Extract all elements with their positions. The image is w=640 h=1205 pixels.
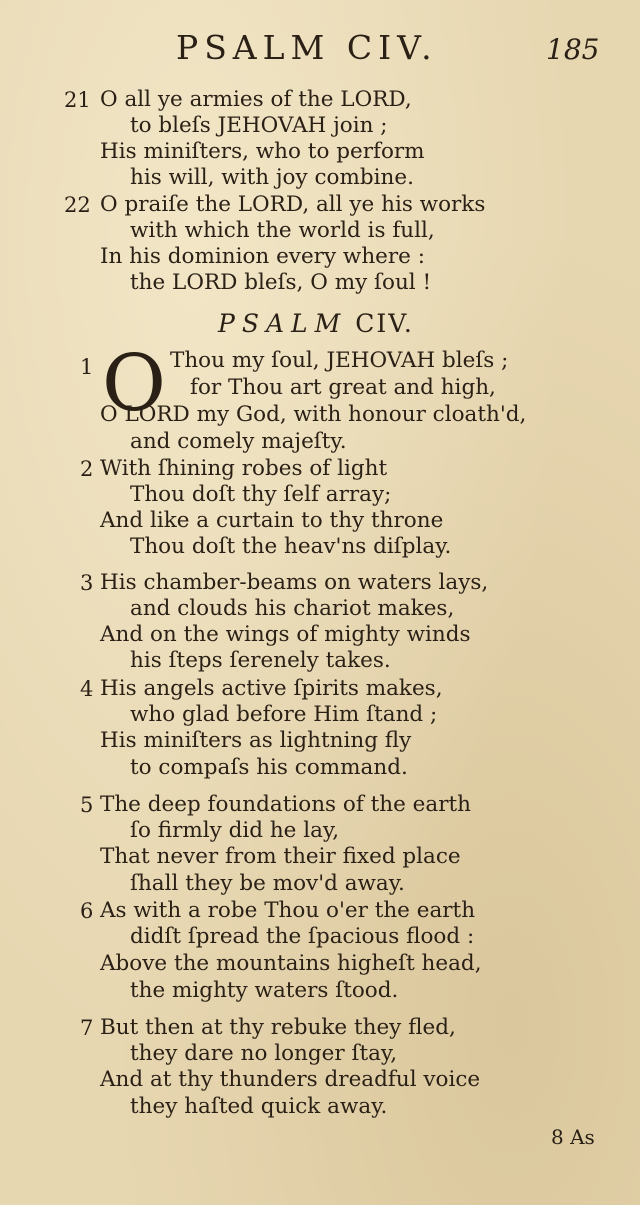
running-head	[0, 28, 640, 78]
verse-3-line-4: his ſteps ſerenely takes.	[130, 648, 391, 673]
verse-number-4: 4	[80, 677, 94, 701]
verse-5-line-4: ſhall they be mov'd away.	[130, 871, 405, 896]
verse-21-line-3: His miniſters, who to perform	[100, 139, 425, 164]
verse-22-line-3: In his dominion every where :	[100, 244, 425, 269]
verse-1-line-4: and comely majeſty.	[130, 429, 347, 454]
verse-number-5: 5	[80, 793, 94, 817]
verse-number-21: 21	[64, 88, 91, 112]
verse-1-line-2: for Thou art great and high,	[190, 375, 496, 400]
verse-5-line-1: The deep foundations of the earth	[100, 792, 471, 817]
verse-1-line-1: Thou my ſoul, JEHOVAH bleſs ;	[170, 348, 509, 373]
verse-5-line-3: That never from their fixed place	[100, 844, 461, 869]
drop-cap: O	[102, 339, 166, 429]
verse-7-line-4: they haſted quick away.	[130, 1094, 388, 1119]
verse-22-line-2: with which the world is full,	[130, 218, 435, 243]
verse-21-line-1: O all ye armies of the LORD,	[100, 87, 412, 112]
verse-2-line-4: Thou doſt the heav'ns diſplay.	[130, 534, 452, 559]
verse-5-line-2: ſo firmly did he lay,	[130, 818, 340, 843]
verse-22-line-1: O praiſe the LORD, all ye his works	[100, 192, 486, 217]
verse-number-6: 6	[80, 899, 94, 923]
verse-number-7: 7	[80, 1016, 94, 1040]
psalm-heading	[218, 309, 414, 339]
verse-4-line-2: who glad before Him ſtand ;	[130, 702, 438, 727]
verse-7-line-1: But then at thy rebuke they fled,	[100, 1015, 456, 1040]
verse-6-line-3: Above the mountains higheſt head,	[100, 951, 482, 976]
verse-6-line-2: didſt ſpread the ſpacious flood :	[130, 924, 475, 949]
verse-7-line-3: And at thy thunders dreadful voice	[100, 1067, 481, 1092]
verse-3-line-1: His chamber-beams on waters lays,	[100, 570, 489, 595]
verse-6-line-4: the mighty waters ſtood.	[130, 978, 399, 1003]
verse-number-1: 1	[80, 355, 94, 379]
verse-3-line-3: And on the wings of mighty winds	[100, 622, 471, 647]
verse-4-line-4: to compaſs his command.	[130, 755, 408, 780]
verse-22-line-4: the LORD bleſs, O my ſoul !	[130, 270, 432, 295]
verse-21-line-4: his will, with joy combine.	[130, 165, 414, 190]
verse-4-line-3: His miniſters as lightning fly	[100, 728, 412, 753]
verse-number-3: 3	[80, 571, 94, 595]
running-title: PSALM CIV.	[176, 28, 438, 67]
verse-number-22: 22	[64, 193, 91, 217]
verse-2-line-3: And like a curtain to thy throne	[100, 508, 444, 533]
verse-2-line-2: Thou doſt thy ſelf array;	[130, 482, 392, 507]
verse-3-line-2: and clouds his chariot makes,	[130, 596, 455, 621]
psalm-heading-word: PSALM	[218, 309, 348, 338]
verse-1-line-3: O LORD my God, with honour cloath'd,	[100, 402, 527, 427]
catchword: 8 As	[551, 1125, 595, 1149]
page-number: 185	[546, 33, 600, 66]
verse-6-line-1: As with a robe Thou o'er the earth	[100, 898, 476, 923]
psalm-heading-numeral: CIV.	[355, 309, 414, 338]
verse-4-line-1: His angels active ſpirits makes,	[100, 676, 443, 701]
verse-21-line-2: to bleſs JEHOVAH join ;	[130, 113, 388, 138]
verse-number-2: 2	[80, 457, 94, 481]
verse-7-line-2: they dare no longer ſtay,	[130, 1041, 398, 1066]
verse-2-line-1: With ſhining robes of light	[100, 456, 388, 481]
